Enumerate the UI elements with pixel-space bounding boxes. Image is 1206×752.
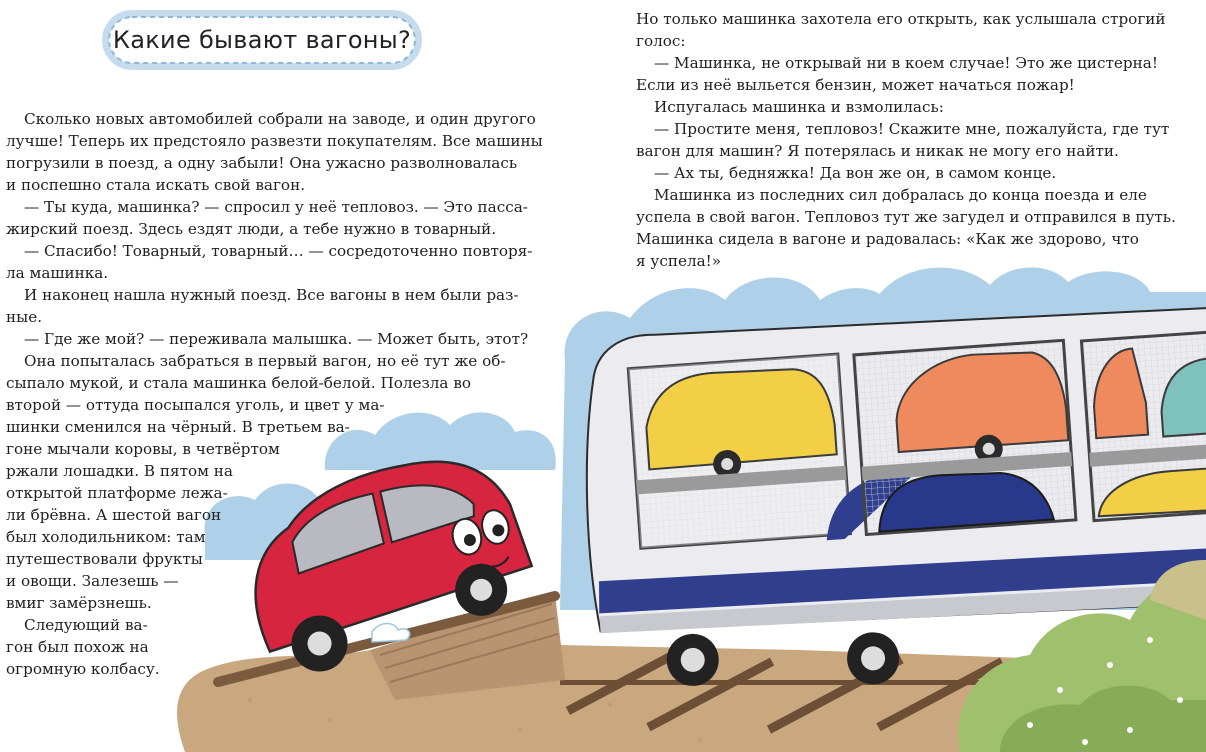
text-line: и овощи. Залезешь — <box>6 572 179 590</box>
text-line: сыпало мукой, и стала машинка белой-белой. Полезла во <box>6 374 472 392</box>
text-line: успела в свой вагон. Тепловоз тут же загудел и отправился в путь. <box>636 208 1176 226</box>
text-line: жирский поезд. Здесь ездят люди, а тебе нужно в товарный. <box>6 220 497 238</box>
text-line: открытой платформе лежа- <box>6 484 228 502</box>
text-line: вмиг замёрзнешь. <box>6 594 152 612</box>
right-column-text <box>636 8 1176 278</box>
text-line: шинки сменился на чёрный. В третьем ва- <box>6 418 350 436</box>
text-line: гоне мычали коровы, в четвёртом <box>6 440 280 458</box>
text-line: вагон для машин? Я потерялась и никак не могу его найти. <box>636 142 1119 160</box>
text-line: Следующий ва- <box>24 616 148 634</box>
text-line: — Где же мой? — переживала малышка. — Может быть, этот? <box>24 330 529 348</box>
text-line: ржали лошадки. В пятом на <box>6 462 233 480</box>
text-line: Машинка сидела в вагоне и радовалась: «Как же здорово, что <box>636 230 1139 248</box>
text-line: второй — оттуда посыпался уголь, и цвет у ма- <box>6 396 385 414</box>
text-line: ные. <box>6 308 43 326</box>
text-line: путешествовали фрукты <box>6 550 203 568</box>
text-line: и поспешно стала искать свой вагон. <box>6 176 306 194</box>
text-line: Сколько новых автомобилей собрали на заводе, и один другого <box>24 110 536 128</box>
text-line: лучше! Теперь их предстояло развезти покупателям. Все машины <box>6 132 543 150</box>
text-line: Испугалась машинка и взмолилась: <box>654 98 944 116</box>
text-line: гон был похож на <box>6 638 149 656</box>
text-line: Она попыталась забраться в первый вагон, но её тут же об- <box>24 352 506 370</box>
text-line: — Ты куда, машинка? — спросил у неё тепловоз. — Это пасса- <box>24 198 528 216</box>
text-line: я успела!» <box>636 252 722 270</box>
text-line: — Машинка, не открывай ни в коем случае! Это же цистерна! <box>654 54 1158 72</box>
text-line: голос: <box>636 32 686 50</box>
left-column-text <box>6 108 543 678</box>
text-line: — Ах ты, бедняжка! Да вон же он, в самом конце. <box>654 164 1057 182</box>
text-line: Машинка из последних сил добралась до конца поезда и еле <box>654 186 1147 204</box>
page-title: Какие бывают вагоны? <box>112 26 412 54</box>
text-line: — Спасибо! Товарный, товарный… — сосредоточенно повторя- <box>24 242 533 260</box>
text-line: — Простите меня, тепловоз! Скажите мне, пожалуйста, где тут <box>654 120 1170 138</box>
text-line: ла машинка. <box>6 264 109 282</box>
text-line: огромную колбасу. <box>6 660 160 678</box>
text-line: был холодильником: там <box>6 528 206 546</box>
text-line: Если из неё выльется бензин, может начаться пожар! <box>636 76 1075 94</box>
text-line: ли брёвна. А шестой вагон <box>6 506 222 524</box>
text-line: погрузили в поезд, а одну забыли! Она ужасно разволновалась <box>6 154 518 172</box>
text-line: И наконец нашла нужный поезд. Все вагоны в нем были раз- <box>24 286 519 304</box>
text-line: Но только машинка захотела его открыть, как услышала строгий <box>636 10 1166 28</box>
